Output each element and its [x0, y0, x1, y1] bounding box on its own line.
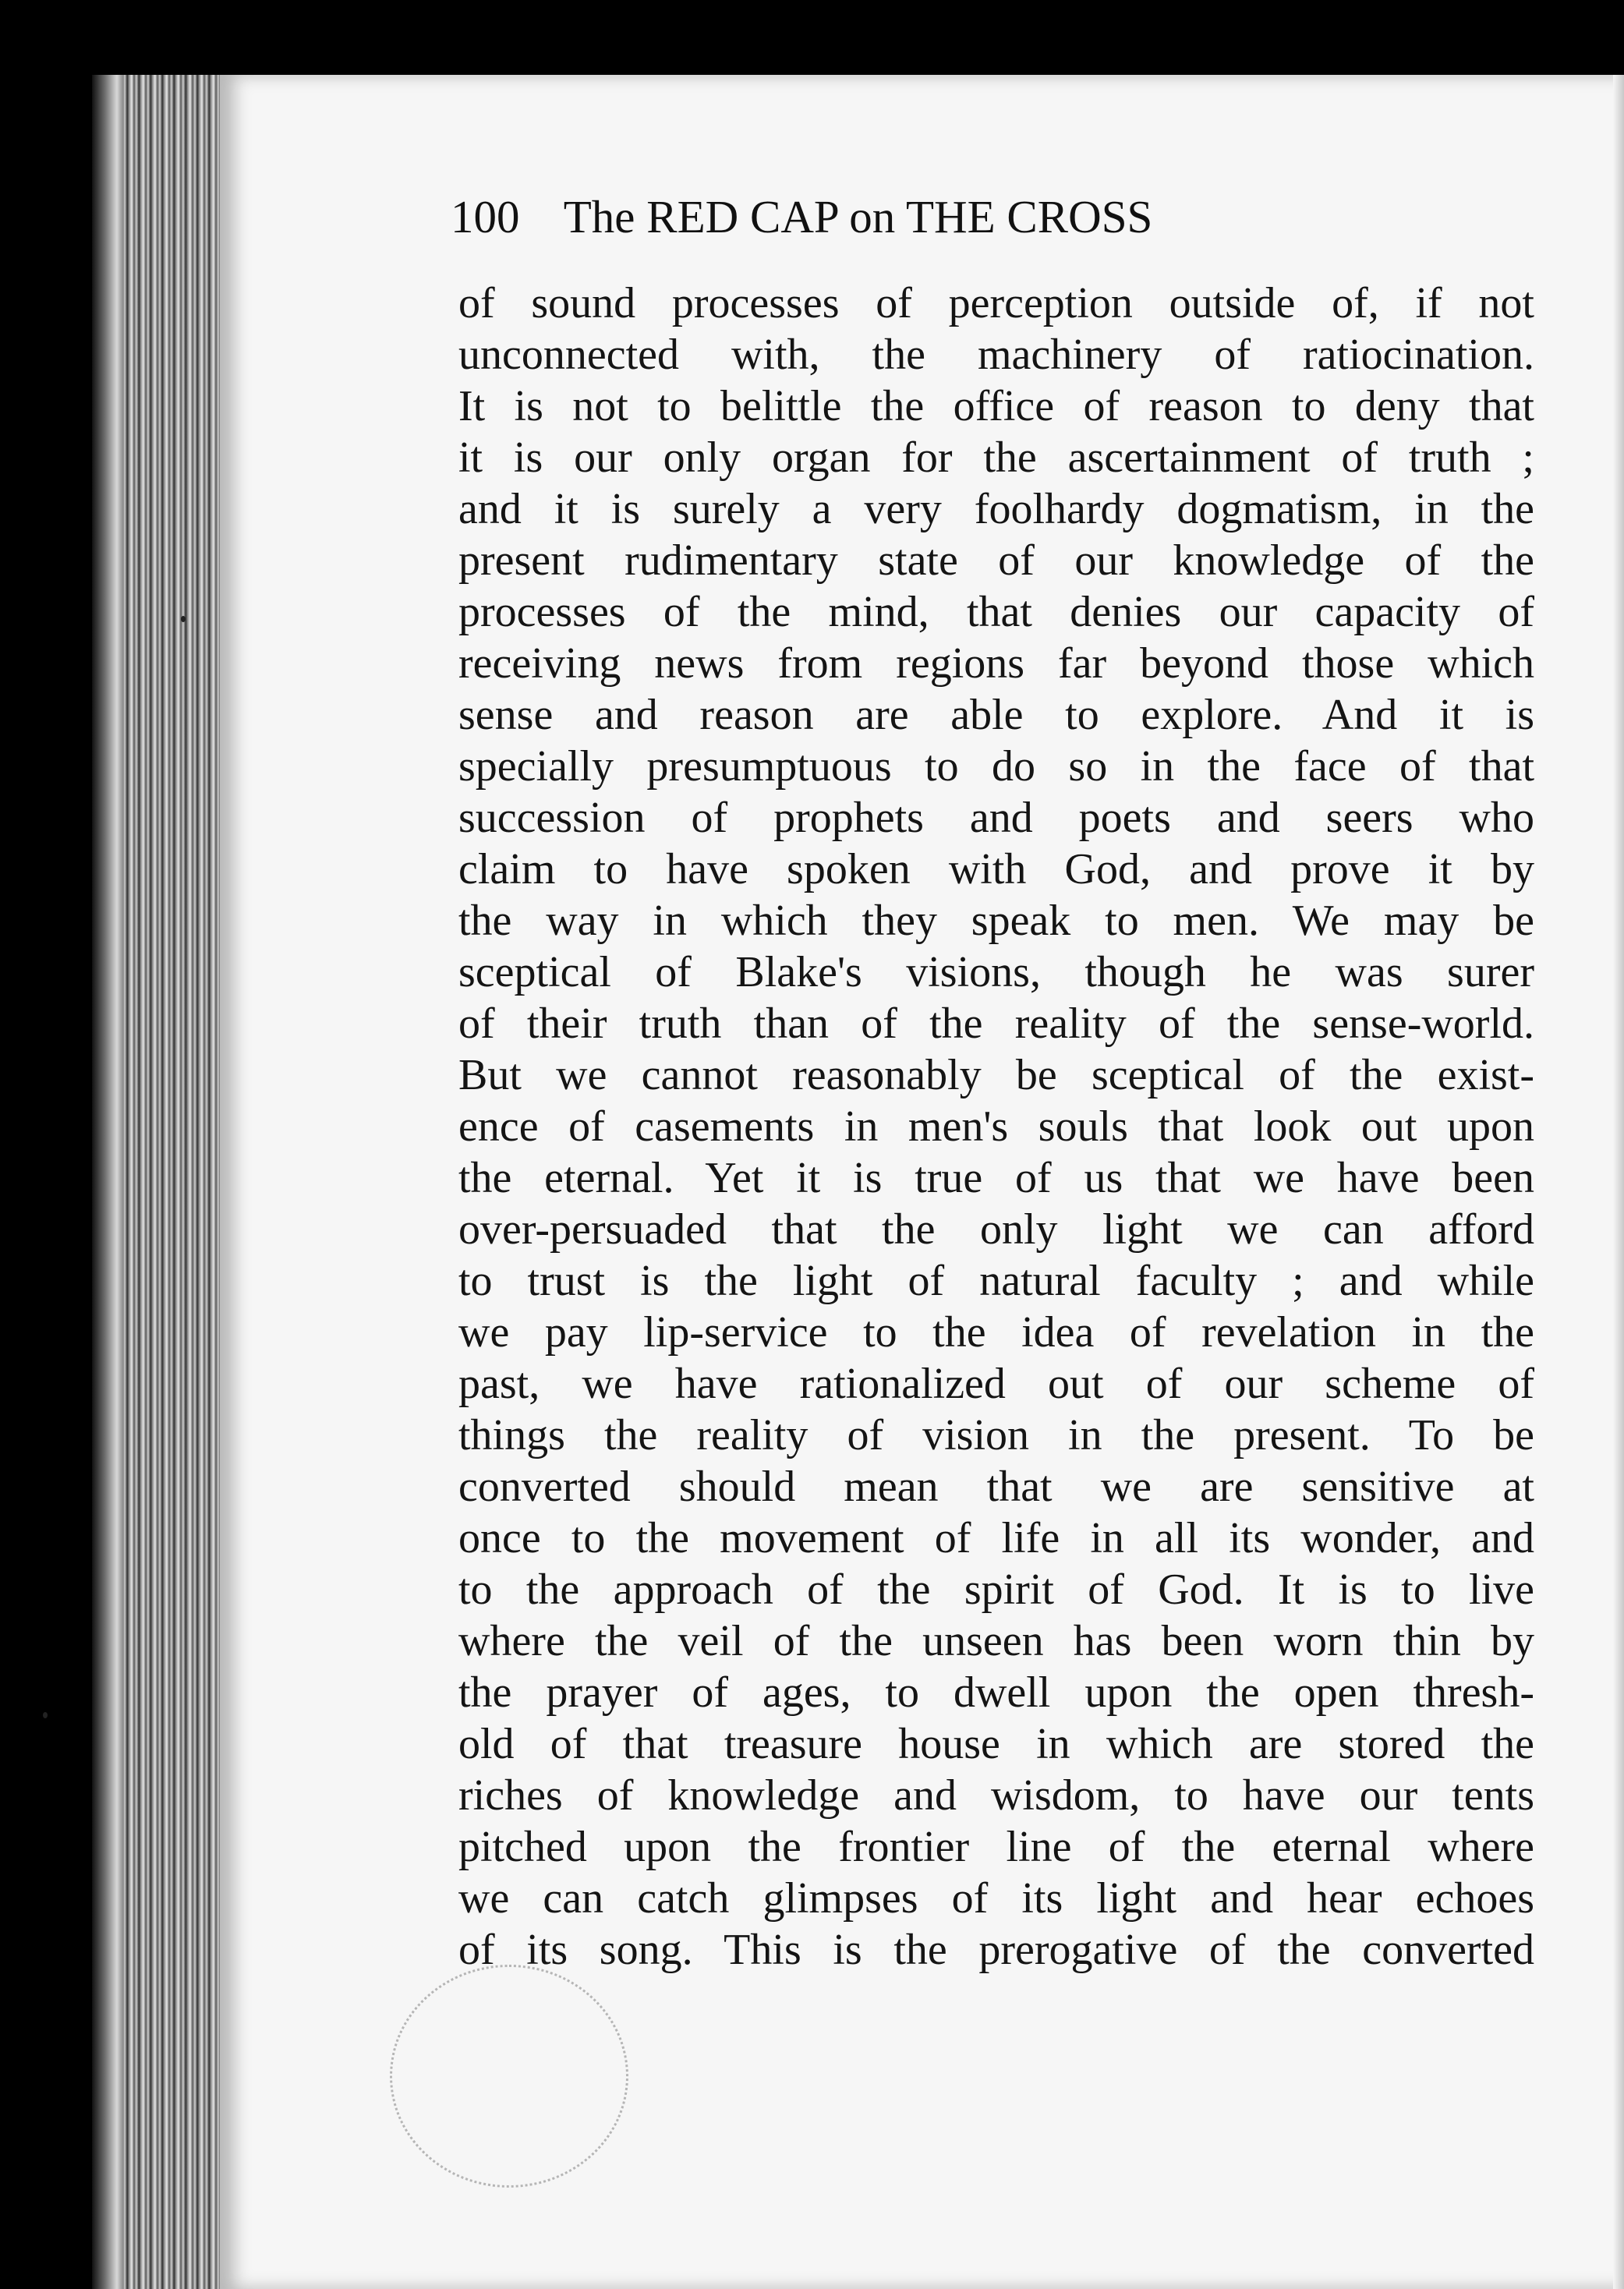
speck — [181, 616, 186, 622]
text-line: converted should mean that we are sensitive at — [458, 1463, 1534, 1511]
text-line: and it is surely a very foolhardy dogmatism, in the — [458, 485, 1534, 533]
running-head-title: The RED CAP on THE CROSS — [563, 191, 1153, 242]
text-line: succession of prophets and poets and seers who — [458, 794, 1534, 842]
speck — [43, 1712, 48, 1718]
text-line: specially presumptuous to do so in the face of that — [458, 742, 1534, 791]
text-line: over-persuaded that the only light we can afford — [458, 1205, 1534, 1254]
book-spine — [92, 75, 123, 2289]
text-line: once to the movement of life in all its wonder, and — [458, 1514, 1534, 1562]
text-line: to the approach of the spirit of God. It is to live — [458, 1566, 1534, 1614]
text-line: it is our only organ for the ascertainment of truth ; — [458, 433, 1534, 482]
text-line: the prayer of ages, to dwell upon the open thresh- — [458, 1668, 1534, 1717]
text-line: ence of casements in men's souls that look out upon — [458, 1102, 1534, 1151]
page-number: 100 — [451, 191, 520, 242]
text-line: the way in which they speak to men. We may be — [458, 897, 1534, 945]
text-line: It is not to belittle the office of reason to deny that — [458, 382, 1534, 430]
text-line: unconnected with, the machinery of ratiocination. — [458, 331, 1534, 379]
text-line: present rudimentary state of our knowledge of the — [458, 536, 1534, 585]
text-line: of their truth than of the reality of the sense-world. — [458, 999, 1534, 1048]
text-line: we can catch glimpses of its light and hear echoes — [458, 1874, 1534, 1923]
text-line: to trust is the light of natural faculty ; and while — [458, 1257, 1534, 1305]
text-line: past, we have rationalized out of our scheme of — [458, 1360, 1534, 1408]
text-line: the eternal. Yet it is true of us that we have been — [458, 1154, 1534, 1202]
text-line: But we cannot reasonably be sceptical of the exist- — [458, 1051, 1534, 1099]
text-line: receiving news from regions far beyond those which — [458, 639, 1534, 688]
running-head — [451, 186, 1347, 248]
text-line: things the reality of vision in the present. To be — [458, 1411, 1534, 1459]
text-line: of its song. This is the prerogative of the converted — [458, 1926, 1534, 1974]
text-line: pitched upon the frontier line of the eternal where — [458, 1823, 1534, 1871]
text-line: of sound processes of perception outside of, if not — [458, 279, 1534, 327]
text-line: we pay lip-service to the idea of revelation in the — [458, 1308, 1534, 1357]
library-stamp-mark — [390, 1965, 628, 2188]
text-line: claim to have spoken with God, and prove it by — [458, 845, 1534, 893]
body-text — [458, 278, 1534, 1976]
text-line: riches of knowledge and wisdom, to have our tents — [458, 1771, 1534, 1820]
text-line: processes of the mind, that denies our capacity of — [458, 588, 1534, 636]
text-line: sceptical of Blake's visions, though he was surer — [458, 948, 1534, 996]
text-line: sense and reason are able to explore. And it is — [458, 691, 1534, 739]
text-line: old of that treasure house in which are stored the — [458, 1720, 1534, 1768]
text-line: where the veil of the unseen has been worn thin by — [458, 1617, 1534, 1665]
